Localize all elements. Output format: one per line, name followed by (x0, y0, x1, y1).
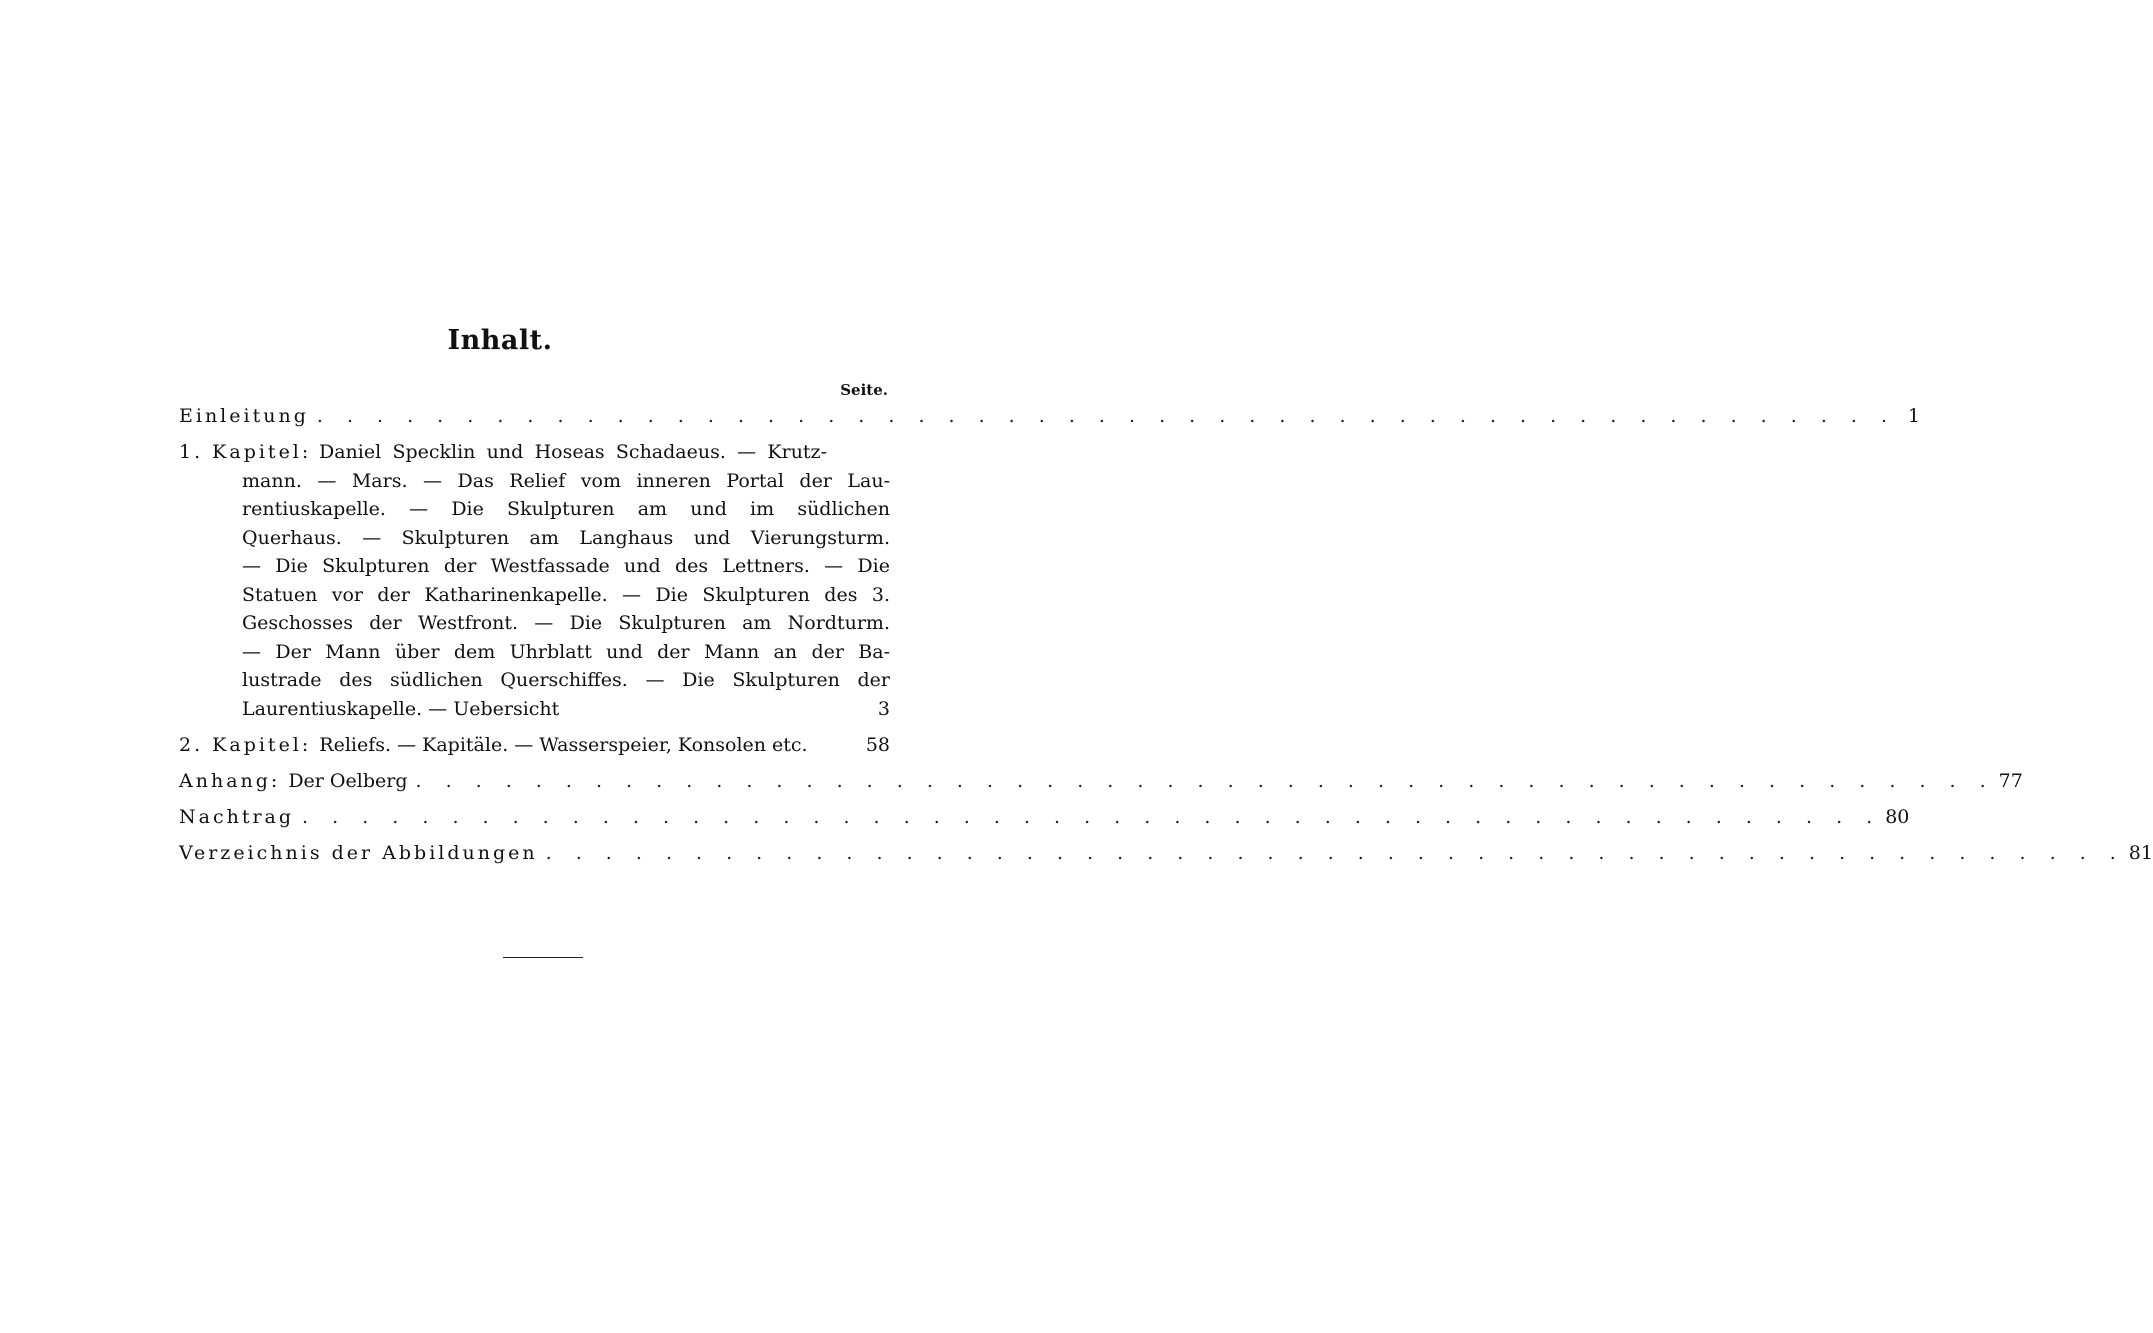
toc-entry-line: mann. — Mars. — Das Relief vom inneren Portal der Lau- (242, 469, 890, 492)
toc-entry-line: Statuen vor der Katharinenkapelle. — Die Skulpturen des 3. (242, 583, 890, 606)
toc-entry-label: 1. Kapitel: (179, 441, 312, 463)
toc-entry-line: Laurentiuskapelle. — Uebersicht (242, 697, 560, 720)
dot-leader (309, 402, 1896, 431)
toc-entry-label: Einleitung (179, 405, 309, 427)
toc-entry-kapitel-1 (179, 438, 890, 723)
toc-page-number: 77 (1998, 770, 2023, 792)
toc-entry-line: — Die Skulpturen der Westfassade und des Lettners. — Die (242, 555, 890, 577)
toc-page-number: 81 (2128, 842, 2153, 864)
dot-leader (294, 803, 1881, 832)
toc-entry-line: Daniel Specklin und Hoseas Schadaeus. — Krutz- (319, 441, 827, 463)
toc-entry-line: lustrade des südlichen Querschiffes. — Die Skulpturen der (242, 669, 890, 691)
toc-entry-line: rentiuskapelle. — Die Skulpturen am und im südlichen (242, 498, 890, 520)
dot-leader (407, 767, 1994, 796)
toc-entry-verzeichnis (179, 839, 2153, 868)
page-title: Inhalt. (447, 325, 553, 356)
toc-page-number: 1 (1907, 405, 1921, 427)
toc-entry-text: Der Oelberg (288, 770, 408, 792)
page-column-label: Seite. (840, 381, 888, 399)
toc-entry-line: Querhaus. — Skulpturen am Langhaus und Vierungsturm. (242, 526, 890, 549)
toc-page-number: 3 (877, 697, 890, 720)
toc-entry-label: Verzeichnis der Abbildungen (179, 842, 538, 864)
closing-rule (503, 957, 583, 958)
toc-entry-anhang (179, 767, 2023, 796)
toc-entry-text: Reliefs. — Kapitäle. — Wasserspeier, Konsolen etc. (319, 734, 808, 756)
toc-entry-nachtrag (179, 803, 1910, 832)
dot-leader (538, 839, 2125, 868)
toc-entry-label: Anhang: (179, 770, 281, 792)
toc-entry-line: Geschosses der Westfront. — Die Skulpturen am Nordturm. (242, 612, 890, 634)
toc-entry-line: — Der Mann über dem Uhrblatt und der Mann an der Ba- (242, 640, 890, 663)
toc-entry-kapitel-2 (179, 731, 890, 760)
toc-entry-label: Nachtrag (179, 806, 295, 828)
toc-page-number: 80 (1885, 806, 1910, 828)
toc-entry-label: 2. Kapitel: (179, 734, 312, 756)
toc-entry-einleitung (179, 402, 1921, 431)
toc-page-number: 58 (865, 734, 890, 756)
